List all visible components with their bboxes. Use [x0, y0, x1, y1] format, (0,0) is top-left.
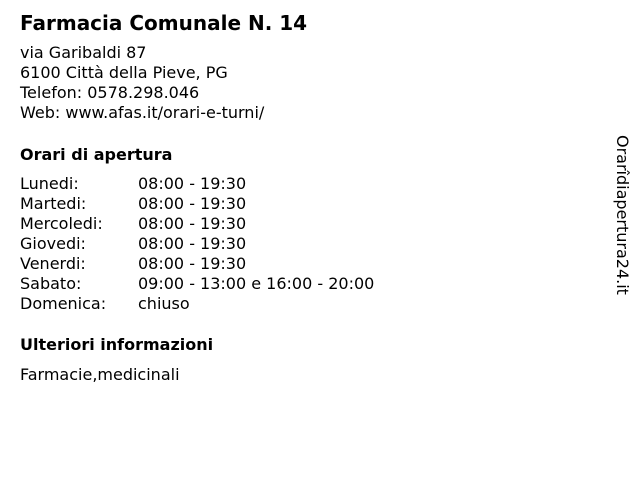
- opening-hours-heading: Orari di apertura: [20, 145, 173, 164]
- opening-hours-table: [20, 174, 440, 314]
- day-label: Domenica:: [20, 294, 107, 313]
- city-address: 6100 Città della Pieve, PG: [20, 63, 228, 82]
- hours-row-wednesday: [20, 214, 440, 234]
- additional-info-text: Farmacie,medicinali: [20, 365, 180, 384]
- hours-row-sunday: [20, 294, 440, 314]
- day-label: Mercoledi:: [20, 214, 103, 233]
- hours-row-thursday: [20, 234, 440, 254]
- day-label: Lunedi:: [20, 174, 79, 193]
- day-label: Martedi:: [20, 194, 87, 213]
- phone-number: Telefon: 0578.298.046: [20, 83, 200, 102]
- hours-row-friday: [20, 254, 440, 274]
- hours-row-monday: [20, 174, 440, 194]
- time-value: 08:00 - 19:30: [138, 214, 247, 233]
- address-block: [20, 43, 264, 123]
- day-label: Sabato:: [20, 274, 82, 293]
- website: Web: www.afas.it/orari-e-turni/: [20, 103, 265, 122]
- day-label: Giovedi:: [20, 234, 86, 253]
- day-label: Venerdi:: [20, 254, 86, 273]
- time-value: 09:00 - 13:00 e 16:00 - 20:00: [138, 274, 375, 293]
- hours-row-tuesday: [20, 194, 440, 214]
- time-value: 08:00 - 19:30: [138, 254, 247, 273]
- site-brand-watermark: Orarîdiapertura24.it: [613, 135, 632, 295]
- additional-info-heading: Ulteriori informazioni: [20, 335, 214, 354]
- pharmacy-name: Farmacia Comunale N. 14: [20, 11, 308, 35]
- hours-row-saturday: [20, 274, 440, 294]
- time-value: 08:00 - 19:30: [138, 234, 247, 253]
- time-value: chiuso: [138, 294, 190, 313]
- street-address: via Garibaldi 87: [20, 43, 147, 62]
- time-value: 08:00 - 19:30: [138, 174, 247, 193]
- time-value: 08:00 - 19:30: [138, 194, 247, 213]
